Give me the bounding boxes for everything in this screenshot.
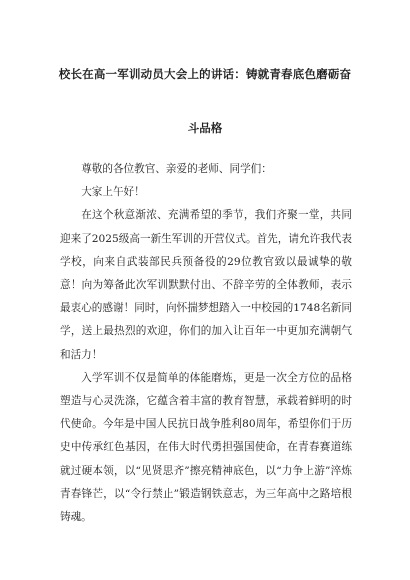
paragraph: 在这个秋意渐浓、充满希望的季节，我们齐聚一堂，共同迎来了2025级高一新生军训的开营仪式。首先，请允许我代表学校，向来自武装部民兵预备役的29位教官致以最诚挚的敬意！向为筹备此次军训默默付出、不辞辛劳的全体教师，表示最衷心的感谢！同时，向怀揣梦想踏入一中校园的1748名新同学，送上最热烈的欢迎，你们的加入让百年一中更加充满朝气和活力！ <box>60 209 352 361</box>
document-title: 校长在高一军训动员大会上的讲话：铸就青春底色磨砺奋 <box>58 67 352 81</box>
paragraph: 入学军训不仅是简单的体能磨炼，更是一次全方位的品格塑造与心灵洗涤，它蕴含着丰富的教育智慧，承载着鲜明的时代使命。今年是中国人民抗日战争胜利80周年，希望你们于历史中传承红色基因，在伟大时代勇担强国使命，在青春赛道练就过硬本领，以“见贤思齐”擦亮精神底色，以“力争上游”淬炼青春锋芒，以“令行禁止”锻造钢铁意志，为三年高中之路培根铸魂。 <box>60 371 352 524</box>
document-author: 斗品格 <box>187 121 223 135</box>
document-body <box>60 158 352 529</box>
greeting: 大家上午好！ <box>81 186 145 199</box>
salutation: 尊敬的各位教官、亲爱的老师、同学们： <box>81 163 272 175</box>
